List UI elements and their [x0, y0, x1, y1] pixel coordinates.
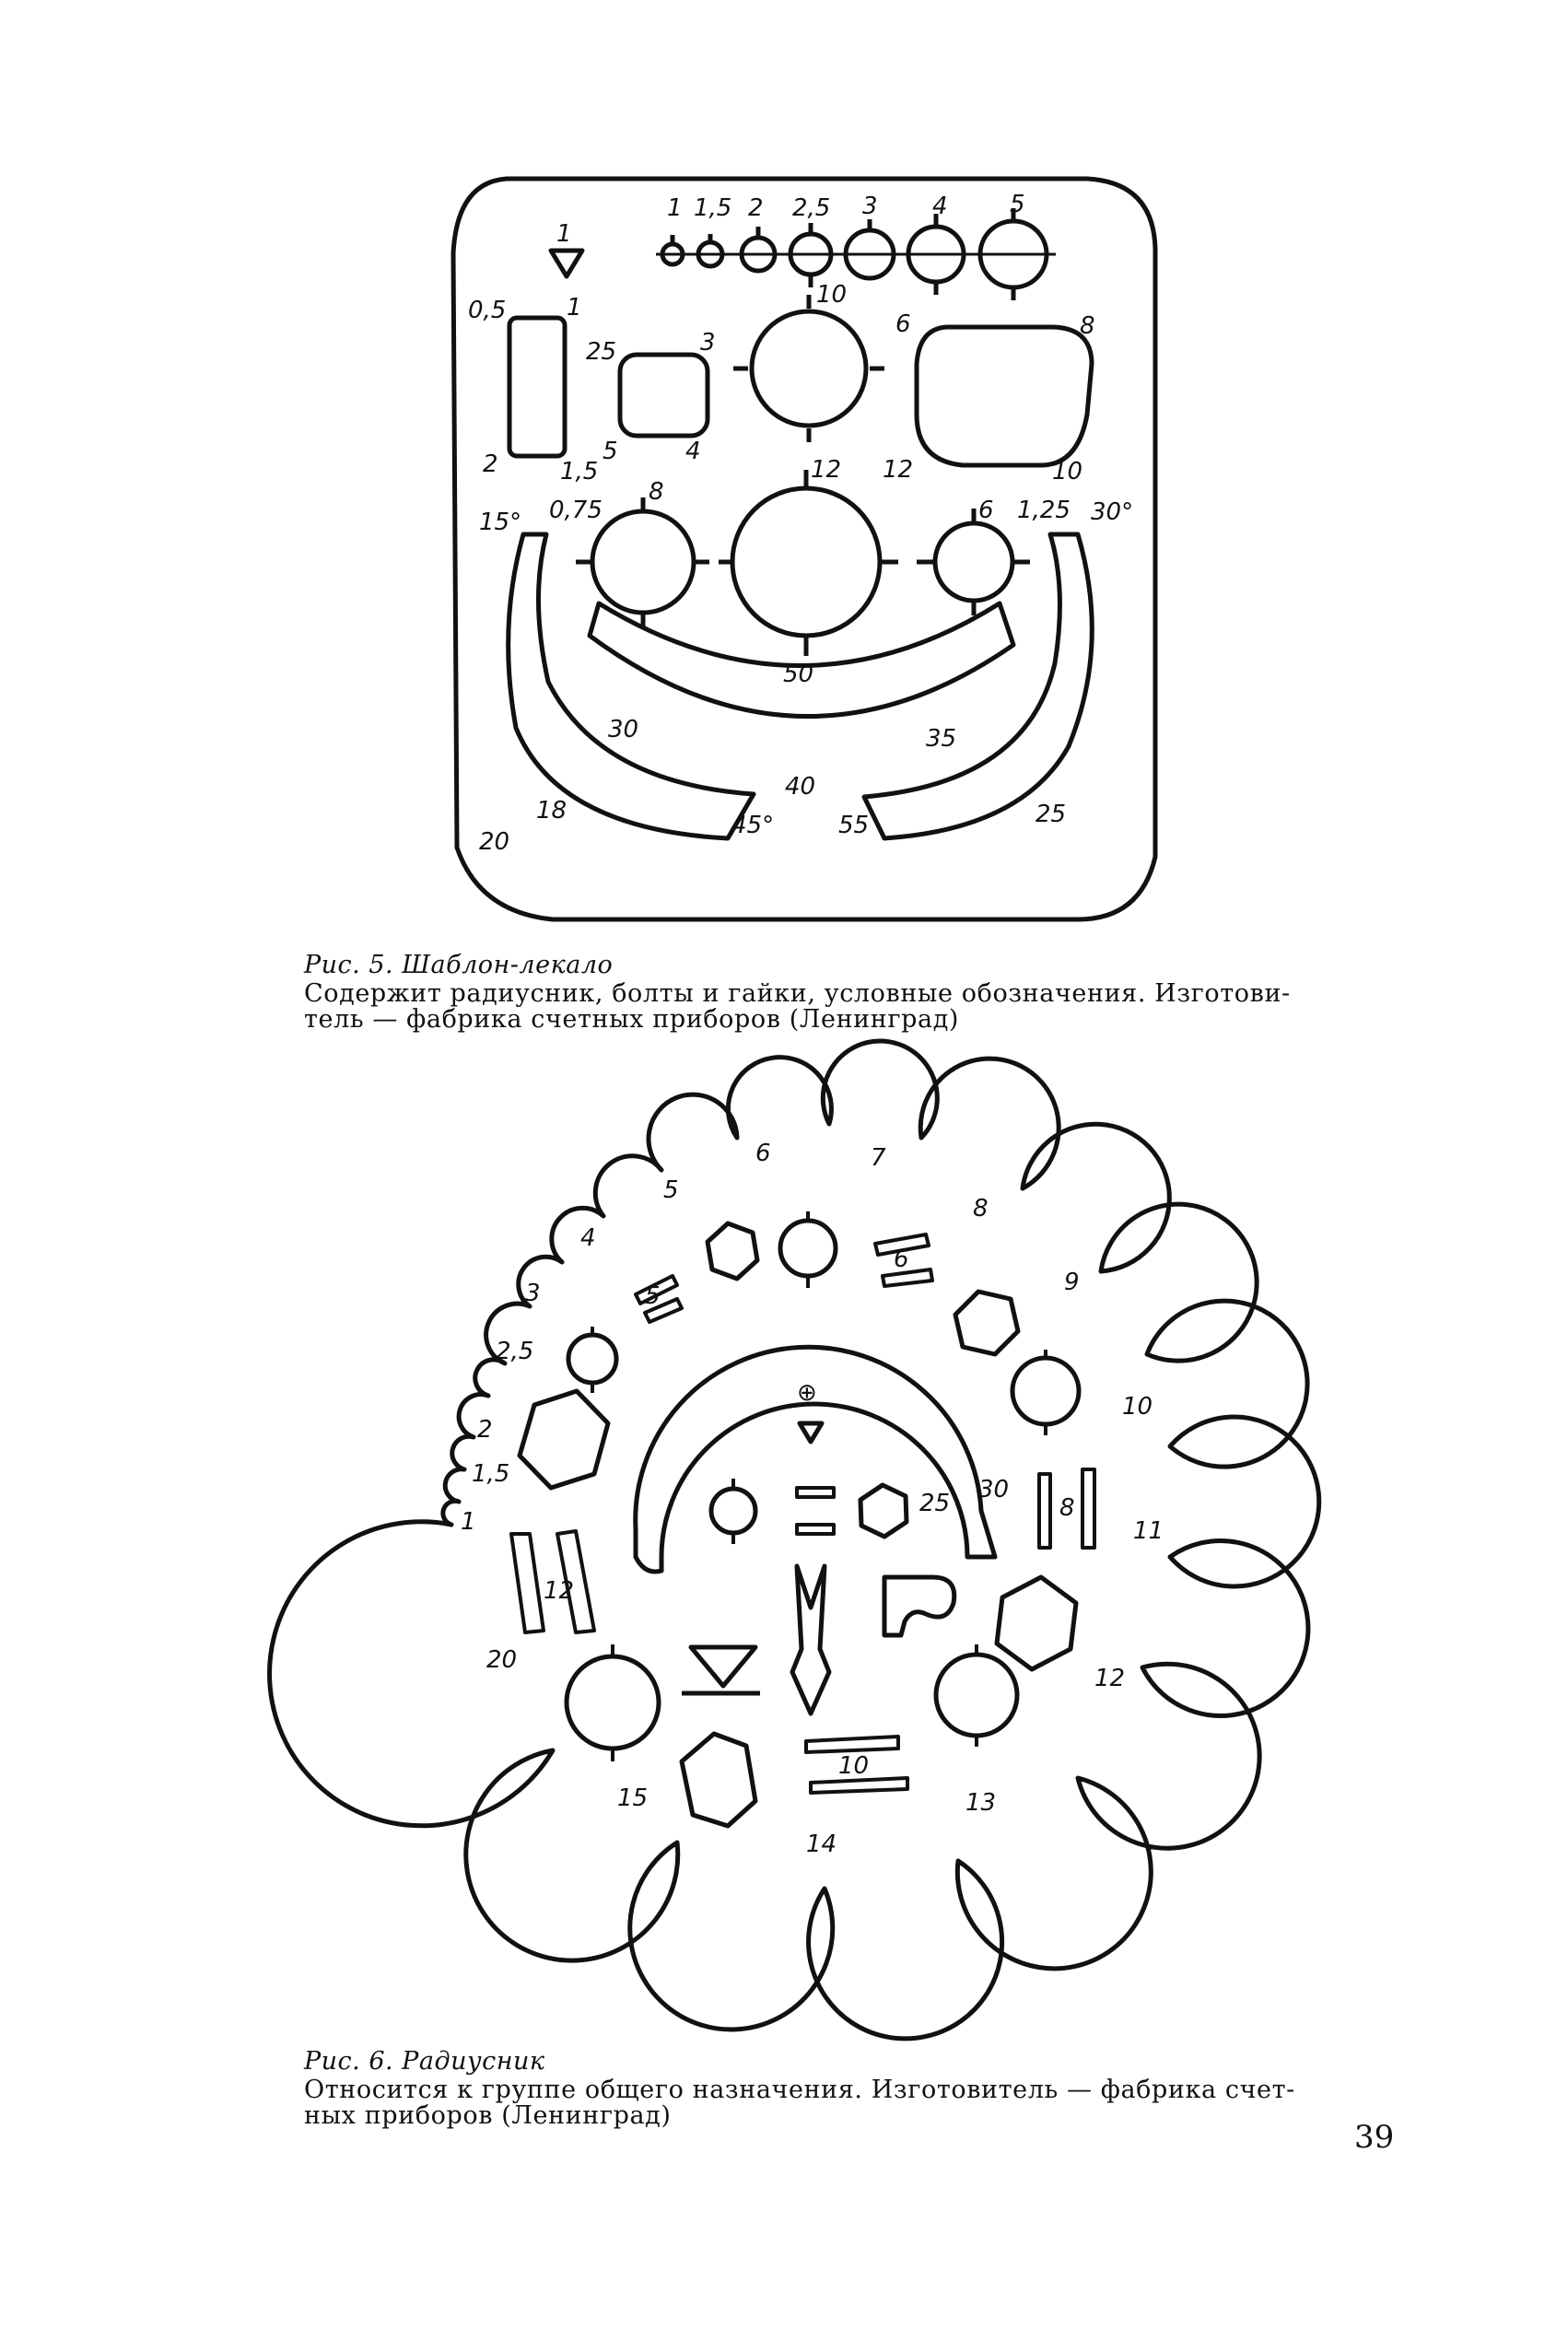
label-r3-gauge: 3	[525, 1280, 541, 1307]
label-r30: 30	[608, 716, 639, 743]
label-r25-gauge: 2,5	[496, 1338, 534, 1365]
label-r8: 8	[1080, 312, 1095, 340]
label-bolt-5: 5	[1010, 191, 1025, 218]
label-arc-30: 30	[978, 1476, 1010, 1503]
label-r5-gauge: 5	[663, 1176, 679, 1204]
label-r12b: 12	[883, 456, 914, 484]
circle-r25	[568, 1335, 616, 1383]
arrow-symbol	[792, 1566, 829, 1714]
label-a45: 45°	[731, 812, 775, 839]
hexagon-right-9	[955, 1292, 1018, 1354]
hexagon-right-12	[997, 1577, 1076, 1669]
triangle-symbol-center	[800, 1423, 822, 1442]
hook-slot	[884, 1577, 954, 1635]
label-r9-gauge: 9	[1064, 1269, 1080, 1296]
label-triangle: 1	[556, 220, 572, 248]
label-r15b-gauge: 15	[617, 1784, 649, 1812]
figure-6-caption-line2: ных приборов (Ленинград)	[304, 2101, 672, 2130]
label-r1: 1	[567, 294, 582, 322]
label-r18: 18	[536, 797, 568, 825]
label-a15: 15°	[479, 509, 522, 536]
label-bolt-8-gauge: 8	[1059, 1494, 1075, 1522]
label-r6: 6	[895, 310, 911, 338]
label-r3: 3	[700, 329, 716, 357]
label-r14-gauge: 14	[806, 1831, 837, 1858]
label-r15: 1,5	[560, 458, 599, 485]
circle-right-10	[1012, 1358, 1079, 1424]
label-r05: 0,5	[468, 297, 507, 324]
circle-top-6	[780, 1221, 836, 1276]
label-r25: 25	[1036, 801, 1067, 828]
label-r10: 10	[1052, 458, 1083, 485]
label-bolt-5-gauge: 5	[645, 1282, 661, 1310]
weld-symbol: ⊕	[797, 1379, 817, 1407]
label-r6-gauge: 6	[755, 1140, 771, 1167]
label-r1-gauge: 1	[461, 1508, 476, 1536]
label-r13-gauge: 13	[965, 1789, 997, 1817]
label-bolt-6-gauge: 6	[894, 1246, 909, 1273]
label-r20: 20	[479, 828, 510, 856]
label-r4-gauge: 4	[580, 1224, 596, 1252]
figure-6-caption-line1: Относится к группе общего назначения. Изготовитель — фабрика счет-	[304, 2076, 1295, 2104]
label-c12: 12	[811, 456, 842, 484]
label-c50: 50	[783, 661, 814, 688]
label-bolt-1: 1	[667, 194, 683, 222]
label-r35: 35	[926, 725, 957, 753]
hexagon-top	[708, 1223, 757, 1279]
label-r075: 0,75	[549, 497, 603, 524]
label-r8-gauge: 8	[973, 1195, 989, 1222]
hexagon-lower-left	[682, 1734, 755, 1826]
label-r2-gauge: 2	[477, 1416, 493, 1444]
bolt-slots	[511, 1234, 1094, 1793]
page-number: 39	[1354, 2119, 1395, 2156]
figure-5-caption-line2: тель — фабрика счетных приборов (Ленинград)	[304, 1005, 960, 1034]
label-arc-25: 25	[919, 1490, 951, 1517]
figure-5-caption-title: Рис. 5. Шаблон-лекало	[304, 951, 614, 979]
circle-center	[711, 1489, 755, 1533]
circle-right-13	[936, 1655, 1017, 1736]
label-bolt-15: 1,5	[694, 194, 732, 222]
circle-left-20	[567, 1656, 659, 1749]
label-bolt-2: 2	[748, 194, 764, 222]
label-r15-gauge: 1,5	[472, 1460, 510, 1488]
label-bolt-4: 4	[932, 193, 948, 220]
label-r4: 4	[685, 438, 701, 465]
label-r11-gauge: 11	[1133, 1517, 1164, 1545]
label-r55: 55	[838, 812, 870, 839]
label-bolt-10-gauge: 10	[838, 1752, 870, 1780]
label-r2: 2	[483, 450, 498, 478]
label-c8: 8	[649, 478, 664, 506]
label-r40: 40	[785, 773, 816, 801]
figure-5-caption-line1: Содержит радиусник, болты и гайки, условные обозначения. Изготови-	[304, 979, 1291, 1008]
label-r25: 25	[586, 338, 617, 366]
hexagon-center	[860, 1485, 907, 1537]
label-r20-gauge: 20	[486, 1646, 518, 1674]
label-a30: 30°	[1091, 498, 1134, 526]
label-r7-gauge: 7	[871, 1144, 886, 1172]
label-r10-gauge: 10	[1122, 1393, 1153, 1421]
triangle-symbol-left	[691, 1647, 755, 1686]
label-c6: 6	[978, 497, 994, 524]
label-bolt-3: 3	[862, 193, 878, 220]
label-c10: 10	[816, 281, 848, 309]
label-bolt-12-gauge: 12	[544, 1577, 575, 1605]
hexagon-large-left	[520, 1391, 608, 1488]
label-r125: 1,25	[1017, 497, 1071, 524]
label-bolt-25: 2,5	[792, 194, 831, 222]
label-r12-gauge: 12	[1094, 1665, 1126, 1692]
label-r5: 5	[603, 438, 618, 465]
figure-6-caption-title: Рис. 6. Радиусник	[304, 2047, 545, 2076]
